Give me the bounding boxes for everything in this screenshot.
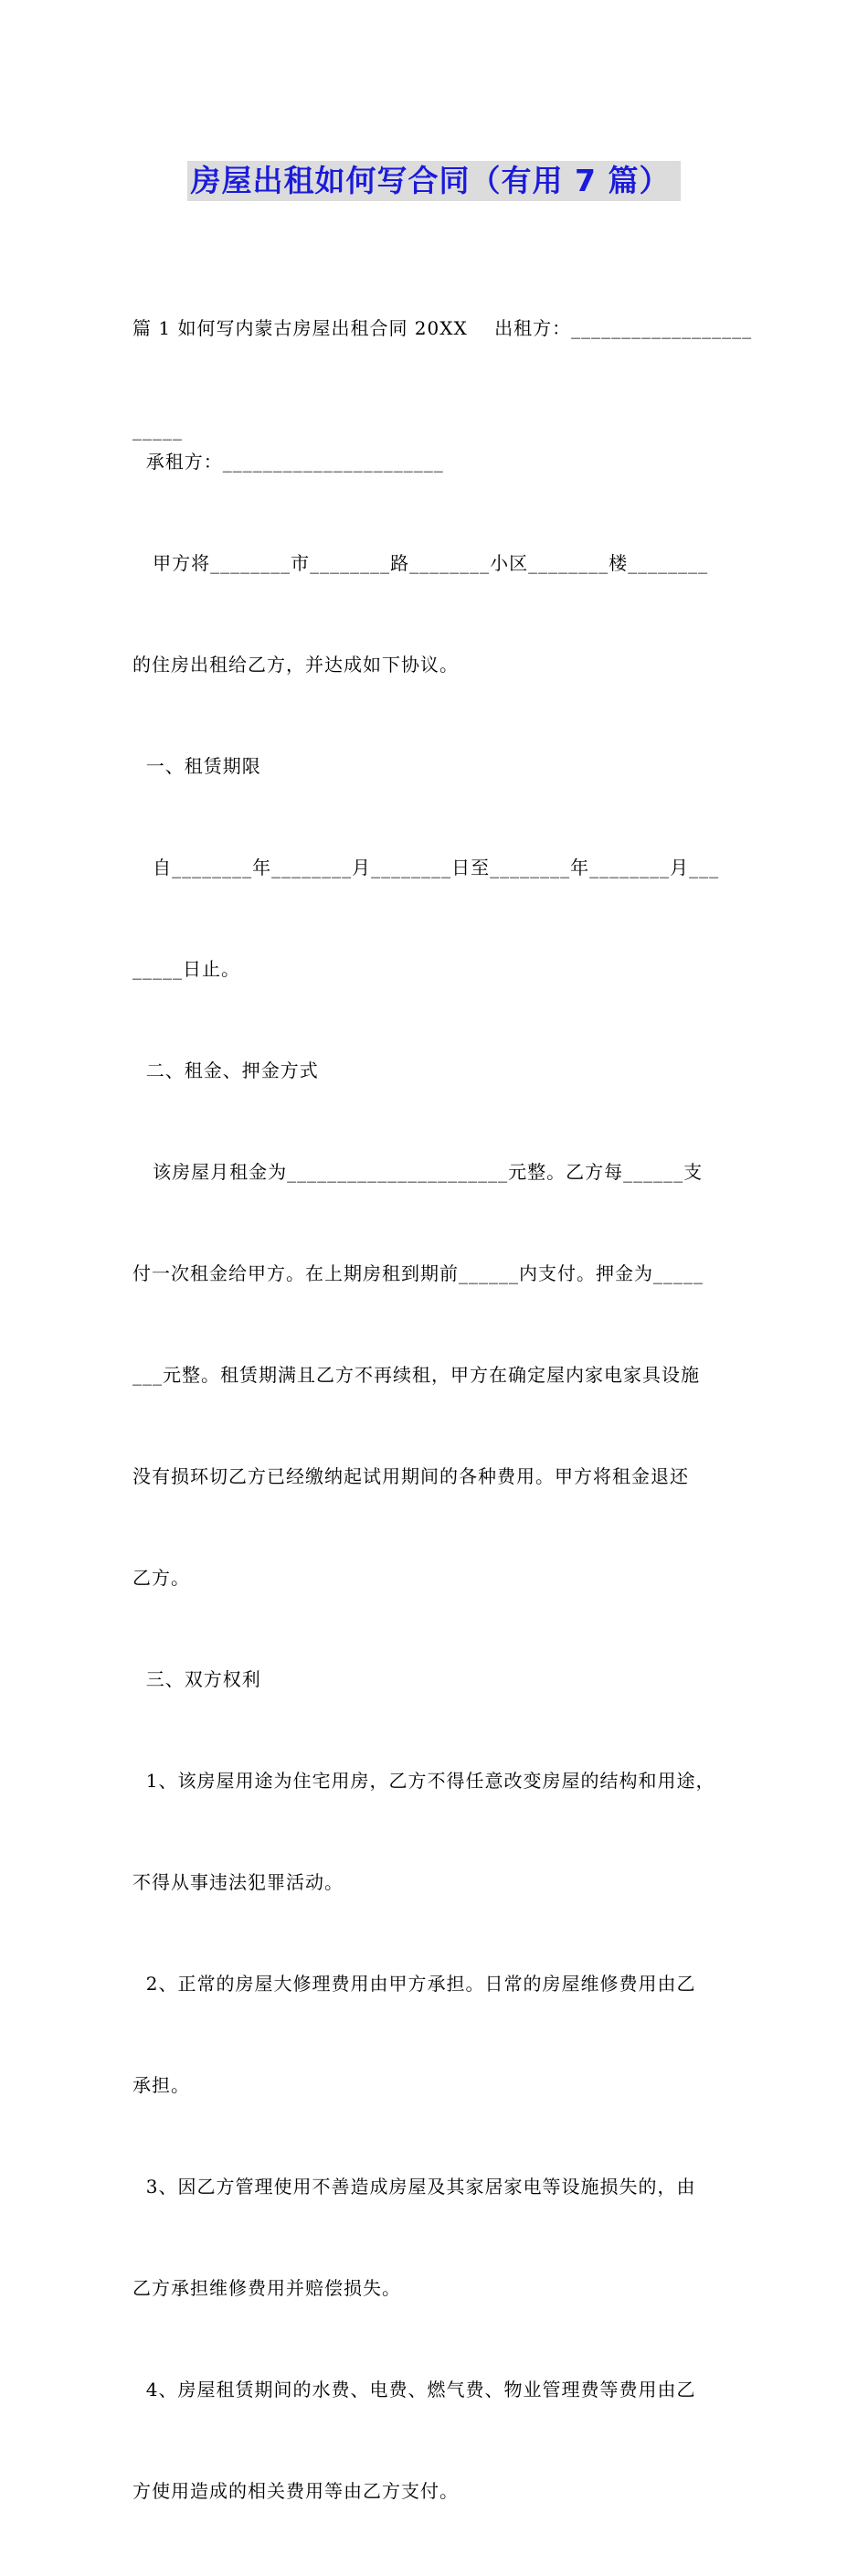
document-title: 房屋出租如何写合同（有用 7 篇） [187, 161, 682, 201]
body-line: ___元整。租赁期满且乙方不再续租，甲方在确定屋内家电家具设施 [132, 1364, 700, 1386]
section-heading-rights: 三、双方权利 [132, 1668, 261, 1690]
body-line: 没有损环切乙方已经缴纳起试用期间的各种费用。甲方将租金退还 [132, 1465, 689, 1487]
intro-line: _____ [132, 419, 183, 441]
clause-line: 乙方承担维修费用并赔偿损失。 [132, 2277, 401, 2299]
body-line: _____日止。 [132, 958, 240, 980]
clause-line: 2、正常的房屋大修理费用由甲方承担。日常的房屋维修费用由乙 [132, 1973, 696, 1995]
clause-line: 4、房屋租赁期间的水费、电费、燃气费、物业管理费等费用由乙 [132, 2379, 696, 2400]
title-container [0, 161, 868, 201]
body-line: 的住房出租给乙方，并达成如下协议。 [132, 654, 459, 676]
intro-line: 篇 1 如何写内蒙古房屋出租合同 20XX 出租方：__________________ [132, 317, 753, 339]
body-line: 乙方。 [132, 1567, 190, 1589]
body-line: 付一次租金给甲方。在上期房租到期前______内支付。押金为_____ [132, 1262, 704, 1284]
section-heading-term: 一、租赁期限 [132, 755, 261, 777]
clause-line: 不得从事违法犯罪活动。 [132, 1871, 344, 1893]
section-heading-rent: 二、租金、押金方式 [132, 1059, 319, 1081]
contract-body [132, 378, 754, 2576]
body-line: 自________年________月________日至________年________月___ [132, 857, 720, 878]
clause-line: 承担。 [132, 2074, 190, 2096]
lessee-line: 承租方：______________________ [132, 451, 444, 473]
clause-line: 3、因乙方管理使用不善造成房屋及其家居家电等设施损失的，由 [132, 2176, 696, 2198]
body-line: 甲方将________市________路________小区________楼________ [132, 552, 709, 574]
clause-line: 1、该房屋用途为住宅用房，乙方不得任意改变房屋的结构和用途， [132, 1770, 715, 1792]
body-line: 该房屋月租金为______________________元整。乙方每______支 [132, 1161, 704, 1183]
clause-line: 方使用造成的相关费用等由乙方支付。 [132, 2480, 459, 2502]
